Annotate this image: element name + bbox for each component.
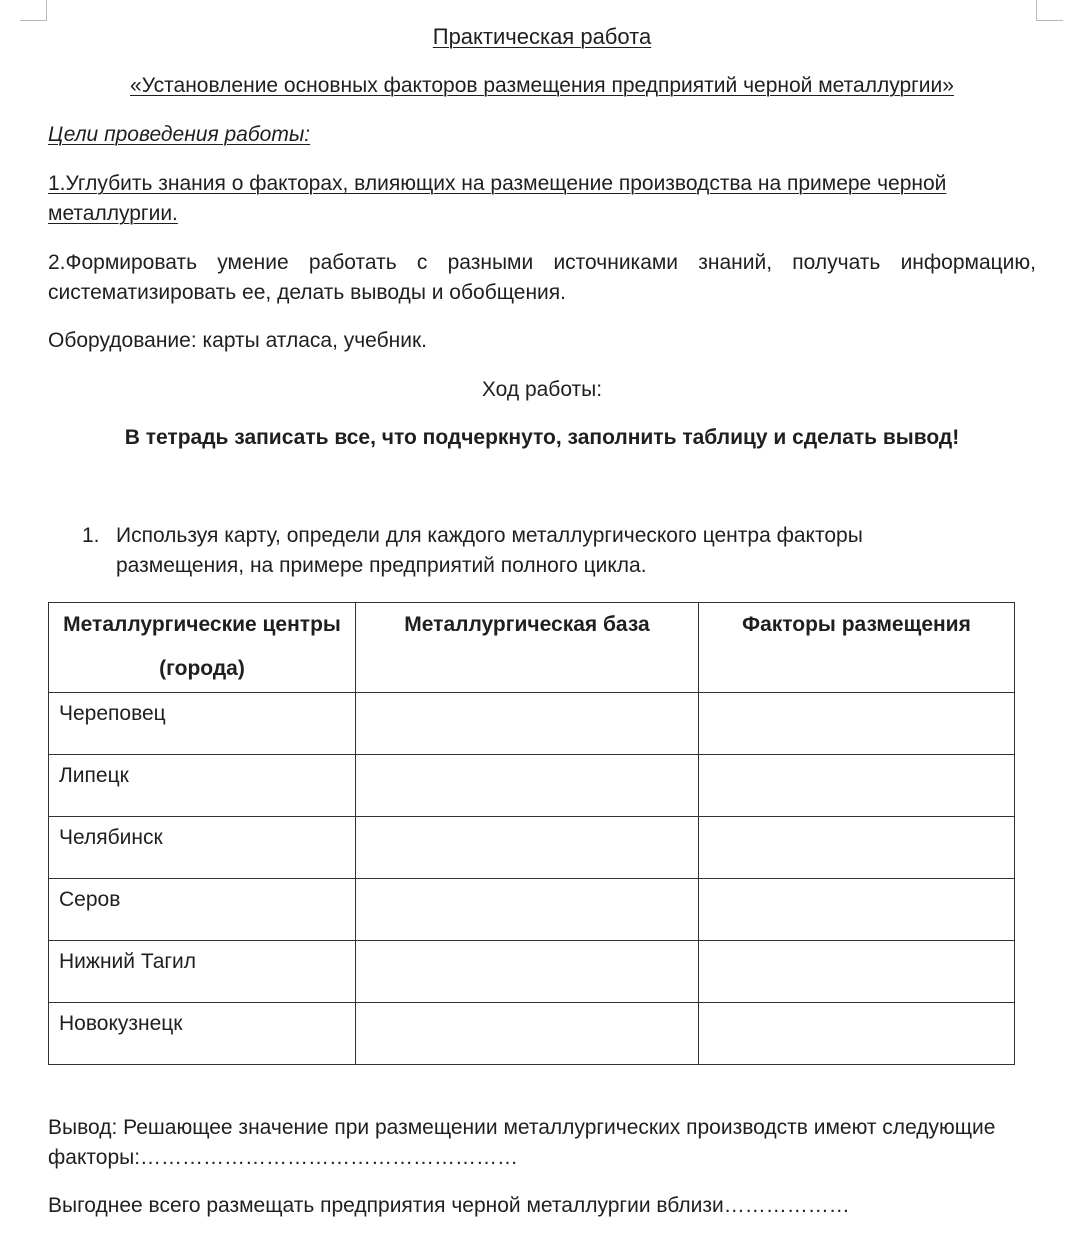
document-title: Практическая работа [432, 24, 652, 49]
base-cell[interactable] [356, 879, 699, 941]
base-cell[interactable] [356, 941, 699, 1003]
conclusion-line-1: Вывод: Решающее значение при размещении металлургических производств имеют следующие факторы:……………………………………………… [48, 1116, 996, 1169]
centers-table [48, 602, 1015, 1065]
equipment-line: Оборудование: карты атласа, учебник. [48, 329, 428, 352]
table-header-row [49, 603, 1015, 693]
progress-heading: Ход работы: [481, 378, 603, 401]
goal-1: 1.Углубить знания о факторах, влияющих на размещение производства на примере черной металлургии. [48, 172, 947, 225]
goals-heading: Цели проведения работы: [48, 123, 311, 146]
factors-cell[interactable] [699, 879, 1015, 941]
conclusion-line-2: Выгоднее всего размещать предприятия черной металлургии вблизи……………… [48, 1194, 850, 1217]
base-cell[interactable] [356, 1003, 699, 1065]
city-cell: Череповец [49, 693, 356, 755]
table-row [49, 941, 1015, 1003]
task-text: Используя карту, определи для каждого металлургического центра факторы размещения, на примере предприятий полного цикла. [116, 524, 863, 577]
city-cell: Липецк [49, 755, 356, 817]
base-cell[interactable] [356, 693, 699, 755]
document-subtitle: «Установление основных факторов размещения предприятий черной металлургии» [130, 74, 954, 97]
factors-cell[interactable] [699, 755, 1015, 817]
city-cell: Новокузнецк [49, 1003, 356, 1065]
factors-cell[interactable] [699, 941, 1015, 1003]
header-factors: Факторы размещения [699, 603, 1015, 693]
table-row [49, 817, 1015, 879]
page-corner-mark-right [1036, 0, 1063, 21]
factors-cell[interactable] [699, 1003, 1015, 1065]
goal-2: 2.Формировать умение работать с разными источниками знаний, получать информацию, систематизировать ее, делать выводы и обобщения. [48, 251, 1036, 304]
table-row [49, 693, 1015, 755]
header-base: Металлургическая база [356, 603, 699, 693]
base-cell[interactable] [356, 817, 699, 879]
city-cell: Серов [49, 879, 356, 941]
base-cell[interactable] [356, 755, 699, 817]
city-cell: Челябинск [49, 817, 356, 879]
table-row [49, 879, 1015, 941]
instruction-line: В тетрадь записать все, что подчеркнуто, заполнить таблицу и сделать вывод! [124, 426, 960, 449]
table-row [49, 755, 1015, 817]
header-centers: Металлургические центры (города) [49, 603, 356, 693]
city-cell: Нижний Тагил [49, 941, 356, 1003]
task-number: 1. [82, 524, 100, 547]
page-corner-mark-left [20, 0, 47, 21]
factors-cell[interactable] [699, 817, 1015, 879]
table-row [49, 1003, 1015, 1065]
factors-cell[interactable] [699, 693, 1015, 755]
